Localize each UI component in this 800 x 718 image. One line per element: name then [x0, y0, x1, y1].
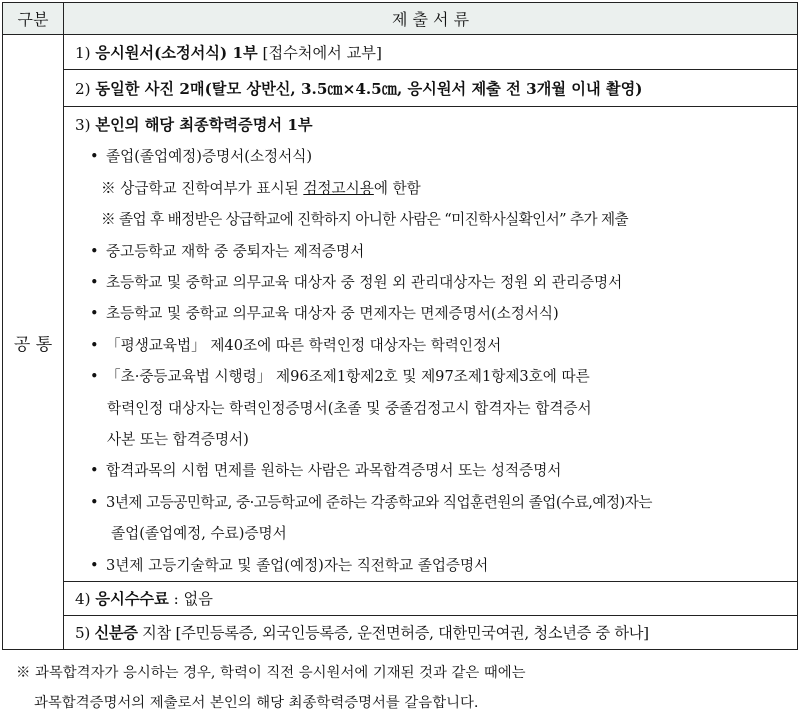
list-item: • 초등학교 및 중학교 의무교육 대상자 중 정원 외 관리대상자는 정원 외 관리증명서 [75, 267, 797, 298]
list-item: • 3년제 고등기술학교 및 졸업(예정)자는 직전학교 졸업증명서 [75, 550, 797, 581]
item-number: 4) [75, 590, 91, 609]
list-item: • 3년제 고등공민학교, 중·고등학교에 준하는 각종학교와 직업훈련원의 졸업(수료,예정)자는 [75, 487, 797, 518]
list-item: • 졸업(졸업예정)증명서(소정서식) [75, 141, 797, 172]
table-row [3, 616, 798, 650]
list-item: • 합격과목의 시험 면제를 원하는 사람은 과목합격증명서 또는 성적증명서 [75, 455, 797, 486]
footnote-line: ※ 과목합격자가 응시하는 경우, 학력이 직전 응시원서에 기재된 것과 같은 때에는 [16, 665, 526, 681]
note-item [75, 173, 797, 204]
item-number: 1) [75, 43, 91, 62]
item-education-certificate [64, 107, 798, 582]
note-text: ※ 상급학교 진학여부가 표시된 [101, 179, 304, 197]
item-number: 2) [75, 79, 91, 98]
documents-table [2, 2, 798, 650]
item-photos [64, 70, 798, 107]
item-title: 본인의 해당 최종학력증명서 1부 [95, 116, 313, 134]
item-heading [75, 110, 797, 141]
list-item-continued: 졸업(졸업예정, 수료)증명서 [111, 525, 287, 543]
footnote-line: 과목합격증명서의 제출로서 본인의 해당 최종학력증명서를 갈음합니다. [34, 695, 479, 711]
common-label: 공 통 [3, 35, 64, 650]
list-item: • 「초·중등교육법 시행령」 제96조제1항제2호 및 제97조제1항제3호에 따른 [75, 361, 797, 392]
item-number: 5) [75, 624, 90, 643]
table-row [3, 35, 798, 70]
footnote [16, 658, 526, 718]
documents-header: 제 출 서 류 [64, 3, 798, 35]
table-row [3, 107, 798, 582]
item-detail: [접수처에서 교부] [257, 43, 382, 62]
table-header-row [3, 3, 798, 35]
item-title: 응시원서(소정서식) 1부 [95, 43, 258, 62]
item-title: 동일한 사진 2매(탈모 상반신, 3.5㎝×4.5㎝, 응시원서 제출 전 3개월 이내 촬영) [95, 79, 643, 98]
list-item-continued: 사본 또는 합격증명서) [107, 431, 249, 449]
note-item: ※ 졸업 후 배정받은 상급학교에 진학하지 아니한 사람은 “미진학사실확인서” 추가 제출 [101, 211, 629, 229]
category-header: 구분 [3, 3, 64, 35]
list-item: • 초등학교 및 중학교 의무교육 대상자 중 면제자는 면제증명서(소정서식) [75, 298, 797, 329]
item-detail: : 없음 [168, 590, 213, 609]
list-item-continued: 학력인정 대상자는 학력인정증명서(초졸 및 중졸검정고시 합격자는 합격증서 [107, 399, 592, 417]
item-title: 신분증 [94, 624, 138, 643]
list-item: • 「평생교육법」 제40조에 따른 학력인정 대상자는 학력인정서 [75, 330, 797, 361]
list-item: • 중고등학교 재학 중 중퇴자는 제적증명서 [75, 236, 797, 267]
table-row [3, 70, 798, 107]
table-row [3, 582, 798, 616]
item-fee [64, 582, 798, 616]
item-number: 3) [75, 116, 91, 134]
item-id-card [64, 616, 798, 650]
item-title: 응시수수료 [95, 590, 169, 609]
note-text: 에 한함 [373, 179, 421, 197]
item-application-form [64, 35, 798, 70]
underlined-text: 검정고시용 [303, 179, 374, 197]
item-detail: 지참 [주민등록증, 외국인등록증, 운전면허증, 대한민국여권, 청소년증 중 하나] [137, 624, 649, 643]
